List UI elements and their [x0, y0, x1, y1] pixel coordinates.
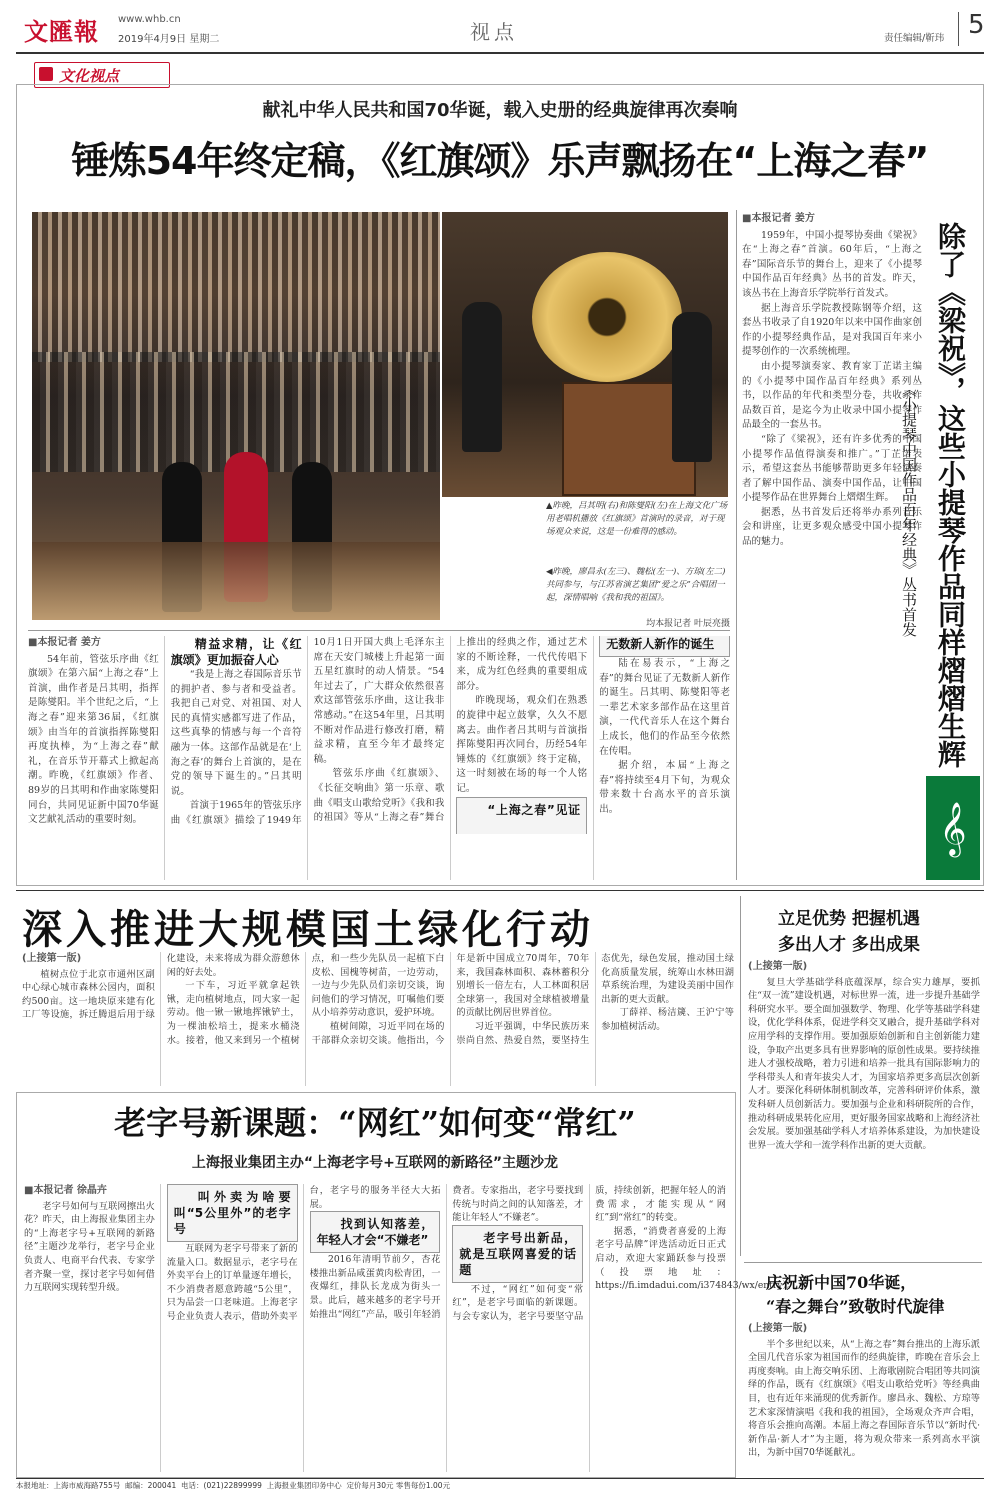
story2-byline: ■本报记者 姜方 — [742, 213, 815, 224]
composer-figure — [462, 302, 502, 452]
treble-clef-icon: 𝄞 — [939, 801, 967, 855]
footer-printing: 上海报业集团印务中心 — [266, 1481, 342, 1490]
masthead-date: 2019年4月9日 星期二 — [118, 34, 220, 45]
footer-phone: 电话：(021)22899999 — [181, 1481, 262, 1490]
story5-paragraph: 老字号如何与互联网擦出火花？昨天，由上海报业集团主办的“上海老字号+互联网的新路径”主题沙龙举行，老字号企业负责人、电商平台代表、专家学者齐聚一堂，探讨老字号如何借力互联网实现转型升级。 — [24, 1200, 155, 1294]
footer-postcode: 邮编：200041 — [125, 1481, 177, 1490]
story5-paragraph: 2016年清明节前夕，杏花楼推出新品咸蛋黄肉松青团，一夜爆红，排队长龙成为街头一景。此后，越来越多的老字号开始推出“网红”产品，吸引年轻消费者。专家指出，老字号要找到传统与时尚之间的认知落差，才能让年轻人“不嫌老”。 — [309, 1185, 584, 1320]
story1-subhead-1: 精益求精，让《红旗颂》更加振奋人心 — [170, 637, 302, 667]
story6-lead-label: (上接第一版) — [748, 1323, 808, 1334]
story4-body — [748, 960, 980, 1256]
story3-paragraph: 丁薛祥、杨洁篪、王沪宁等参加植树活动。 — [601, 1007, 734, 1032]
story2-paragraph: 据悉，丛书首发后还将举办系列音乐会和讲座，让更多观众感受中国小提琴作品的魅力。 — [742, 506, 922, 548]
newspaper-logo: 文匯報 — [24, 17, 99, 46]
story1-body — [28, 636, 730, 880]
column-badge-icon — [39, 67, 53, 81]
story5-subhead-1: 叫外卖为啥要叫“5公里外”的老字号 — [167, 1184, 298, 1242]
story5-paragraph: 据悉，“消费者喜爱的上海老字号品牌”评选活动近日正式启动，欢迎大家踊跃参与投票（投票地址：https://fi.imdadui.com/i374843/wx/entry）。 — [595, 1225, 797, 1292]
photo-caption-2: ◀昨晚，廖昌永(左三)、魏松(左一)、方琼(左二)共同参与，与江苏省演艺集团“爱之乐”合唱团一起，深情唱响《我和我的祖国》。 — [546, 567, 726, 603]
story5-subheadline: 上海报业集团主办“上海老字号+互联网的新路径”主题沙龙 — [191, 1155, 559, 1171]
story3-lead-label: (上接第一版) — [22, 953, 82, 964]
story2-paragraph: 1959年，中国小提琴协奏曲《梁祝》在“上海之春”首演。60年后，“上海之春”国际音乐节的舞台上，迎来了《小提琴中国作品百年经典》丛书的首发。昨天，该丛书在上海音乐学院举行首发式。 — [742, 229, 922, 299]
story1-byline: ■本报记者 姜方 — [28, 637, 101, 648]
story5-subhead-3: 老字号出新品，就是互联网喜爱的话题 — [452, 1225, 583, 1283]
story3-paragraph: 植树点位于北京市通州区副中心绿心城市森林公园内，面积约500亩。这一地块原来建有化工厂等设施，拆迁腾退后用于绿化建设，未来将成为群众游憩休闲的好去处。 — [22, 953, 300, 1021]
story1-paragraph: 昨晚现场，观众们在熟悉的旋律中起立鼓掌，久久不愿离去。曲作者吕其明与首演指挥陈燮阳再次同台，历经54年锤炼的《红旗颂》终于定稿，这一时刻被在场的每一个人铭记。 — [456, 695, 588, 794]
page-editor: 责任编辑/靳玮 — [884, 33, 945, 44]
photographer-credit: 均本报记者 叶辰亮摄 — [646, 619, 730, 629]
story1-headline: 锤炼54年终定稿，《红旗颂》乐声飘扬在“上海之春” — [71, 139, 929, 183]
story5-headline: 老字号新课题：“网红”如何变“常红” — [114, 1104, 636, 1142]
story6-paragraph: 半个多世纪以来，从“上海之春”舞台推出的上海乐派全国几代音乐家为祖国而作的经典旋律，昨晚在音乐会上再度奏响。由上海交响乐团、上海歌剧院合唱团等共同演绎的作品，既有《红旗颂》《唱支山歌给党听》等经典曲目，也有近年来涌现的优秀新作。廖昌永、魏松、方琼等艺术家深情演唱《我和我的祖国》，全场观众齐声合唱，将音乐会推向高潮。本届上海之春国际音乐节以“新时代·新作品·新人才”为主题，将为观众带来一系列高水平演出，为新中国70华诞献礼。 — [748, 1338, 980, 1459]
conductor-figure — [672, 312, 712, 462]
story1-paragraph: 首演于1965年的管弦乐序曲《红旗颂》描绘了1949年10月1日开国大典上毛泽东主席在天安门城楼上升起第一面五星红旗时的动人情景。“54年过去了，广大群众依然很喜欢这部管弦乐序曲，这让我非常感动。”在这54年里，吕其明不断对作品进行修改打磨，精益求精，直至今年才最终定稿。 — [170, 637, 445, 826]
story1-kicker: 献礼中华人民共和国70华诞，载入史册的经典旋律再次奏响 — [262, 100, 738, 121]
story2-paragraph: 由小提琴演奏家、教育家丁芷诺主编的《小提琴中国作品百年经典》系列丛书，以作品的年代和类型分卷，共收录作品数百首，是迄今为止收录中国小提琴作品最全的一套丛书。 — [742, 360, 922, 431]
story3-headline: 深入推进大规模国土绿化行动 — [22, 906, 594, 953]
story3-body — [22, 952, 734, 1086]
story2-headline: 除了《梁祝》，这些小提琴作品同样熠熠生辉 — [934, 222, 967, 768]
column-badge-label: 文化视点 — [59, 67, 120, 85]
footer — [16, 1480, 984, 1491]
story1-paragraph: 陆在易表示，“上海之春”的舞台见证了无数新人新作的诞生。吕其明、陈燮阳等老一辈艺术家多部作品在这里首演，一代代音乐人在这个舞台上成长，他们的作品至今依然在传唱。 — [599, 658, 730, 757]
story4-paragraph: 复旦大学基础学科底蕴深厚，综合实力雄厚，要抓住“双一流”建设机遇，对标世界一流，进一步提升基础学科研究水平。要全面加强数学、物理、化学等基础学科建设，优化学科体系，促进学科交叉融合，提升基础学科对应用学科的支撑作用。要加强原始创新和自主创新能力建设，争取产出更多具有世界影响的原创性成果。要持续推进人才强校战略，着力引进和培养一批具有国际影响力的学科带头人和青年拔尖人才，为国家培养更多高层次创新人才。要深化科研体制机制改革，完善科研评价体系，激发科研人员创新活力。要加强与企业和科研院所的合作，推动科研成果转化应用，更好服务国家战略和上海经济社会发展。要加强基础学科人才培养体系建设，为加快建设世界一流大学和一流学科作出新的更大贡献。 — [748, 976, 980, 1151]
footer-price: 定价每月30元 零售每份1.00元 — [346, 1481, 451, 1490]
story1-paragraph: 据介绍，本届“上海之春”将持续至4月下旬，为观众带来数十台高水平的音乐演出。 — [599, 760, 730, 815]
story2-paragraph: 据上海音乐学院教授陈钢等介绍，这套丛书收录了自1920年以来中国作曲家创作的小提琴经典作品，是对我国百年来小提琴创作的一次系统梳理。 — [742, 302, 922, 358]
story5-byline: ■本报记者 徐晶卉 — [24, 1185, 107, 1196]
story4-lead-label: (上接第一版) — [748, 961, 808, 972]
story1-subhead-2: “上海之春”见证无数新人新作的诞生 — [456, 636, 730, 834]
section-title: 视点 — [470, 20, 518, 44]
story1-paragraph: 管弦乐序曲《红旗颂》、《长征交响曲》第一乐章、歌曲《唱支山歌给党听》《我和我的祖国》等从“上海之春”舞台上推出的经典之作，通过艺术家的不断诠释，一代代传唱下来，成为红色经典的重要组成部分。 — [313, 637, 588, 824]
music-festival-seal — [926, 776, 980, 880]
story1-paragraph: 54年前，管弦乐序曲《红旗颂》在第六届“上海之春”上首演，曲作者是吕其明，指挥是陈燮阳。半个世纪之后，“上海之春”迎来第36届，《红旗颂》由当年的首演指挥陈燮阳再度执棒，为“上海之春”献礼，在音乐节开幕式上掀起高潮。昨晚，《红旗颂》作者、89岁的吕其明和作曲家陈燮阳同台，共同见证新中国70华诞文艺献礼活动的重要时刻。 — [28, 653, 159, 826]
masthead-url: www.whb.cn — [118, 14, 181, 25]
gramophone-photo — [442, 212, 728, 497]
story1-paragraph: “我是上海之春国际音乐节的拥护者、参与者和受益者。我把自己对党、对祖国、对人民的真情实感都写进了作品，这些真挚的情感与每一个音符融为一体。这部作品就是在‘上海之春’的舞台上首演的，是在党的领导下诞生的。”吕其明说。 — [170, 669, 302, 797]
story4-headline-1: 立足优势 把握机遇 — [778, 909, 920, 929]
story2-subheadline: 《小提琴中国作品百年经典》丛书首发 — [900, 382, 918, 637]
story3-paragraph: 习近平强调，中华民族历来崇尚自然、热爱自然，要坚持生态优先，绿色发展，推动国土绿化高质量发展，统筹山水林田湖草系统治理，为建设美丽中国作出新的更大贡献。 — [456, 953, 734, 1046]
story5-paragraph: 不过，“网红”如何变“常红”，是老字号面临的新课题。与会专家认为，老字号要坚守品质，持续创新，把握年轻人的消费需求，才能实现从“网红”到“常红”的转变。 — [452, 1185, 726, 1322]
photo-caption-1: ▲昨晚，吕其明(右)和陈燮阳(左)在上海文化广场用老唱机播放《红旗颂》首演时的录音，对于现场观众来说，这是一份难得的感动。 — [546, 501, 728, 537]
story6-body — [748, 1322, 980, 1476]
story2-body — [742, 212, 922, 880]
story3-paragraph: 植树间隙，习近平同在场的干部群众亲切交谈。他指出，今年是新中国成立70周年，70年来，我国森林面积、森林蓄积分别增长一倍左右，人工林面积居全球第一，我国对全球植被增量的贡献比例居世界首位。 — [311, 953, 590, 1046]
page-number: 5 — [968, 10, 985, 40]
story6-headline-2: “春之舞台”致敬时代旋律 — [766, 1297, 945, 1316]
story5-paragraph: 互联网为老字号带来了新的流量入口。数据显示，老字号在外卖平台上的订单量逐年增长，不少消费者愿意跨越“5公里”，只为品尝一口老味道。上海老字号企业负责人表示，借助外卖平台，老字号的服务半径大大拓展。 — [166, 1185, 441, 1322]
story6-headline-1: 庆祝新中国70华诞， — [766, 1273, 917, 1292]
story3-paragraph: 一下车，习近平就拿起铁锹，走向植树地点，同大家一起劳动。他一锹一锹地挥锹铲土，为一棵油松培土，提来水桶浇水。接着，他又来到另一个植树点，和一些少先队员一起植下白皮松、国槐等树苗，一边劳动，一边与少先队员们亲切交谈，询问他们的学习情况，叮嘱他们要从小培养劳动意识，爱护环境。 — [166, 953, 445, 1046]
story5-subhead-2: 找到认知落差，年轻人才会“不嫌老” — [310, 1211, 441, 1253]
story4-headline-2: 多出人才 多出成果 — [778, 935, 920, 955]
concert-stage-photo — [32, 212, 440, 620]
story2-paragraph: “除了《梁祝》，还有许多优秀的中国小提琴作品值得演奏和推广。”丁芷诺表示，希望这套丛书能够帮助更多年轻演奏者了解中国作品、演奏中国作品，让中国小提琴作品在世界舞台上熠熠生辉。 — [742, 433, 922, 504]
gramophone-horn — [532, 252, 682, 382]
footer-address: 本报地址：上海市威海路755号 — [16, 1481, 121, 1490]
masthead — [0, 0, 1000, 62]
